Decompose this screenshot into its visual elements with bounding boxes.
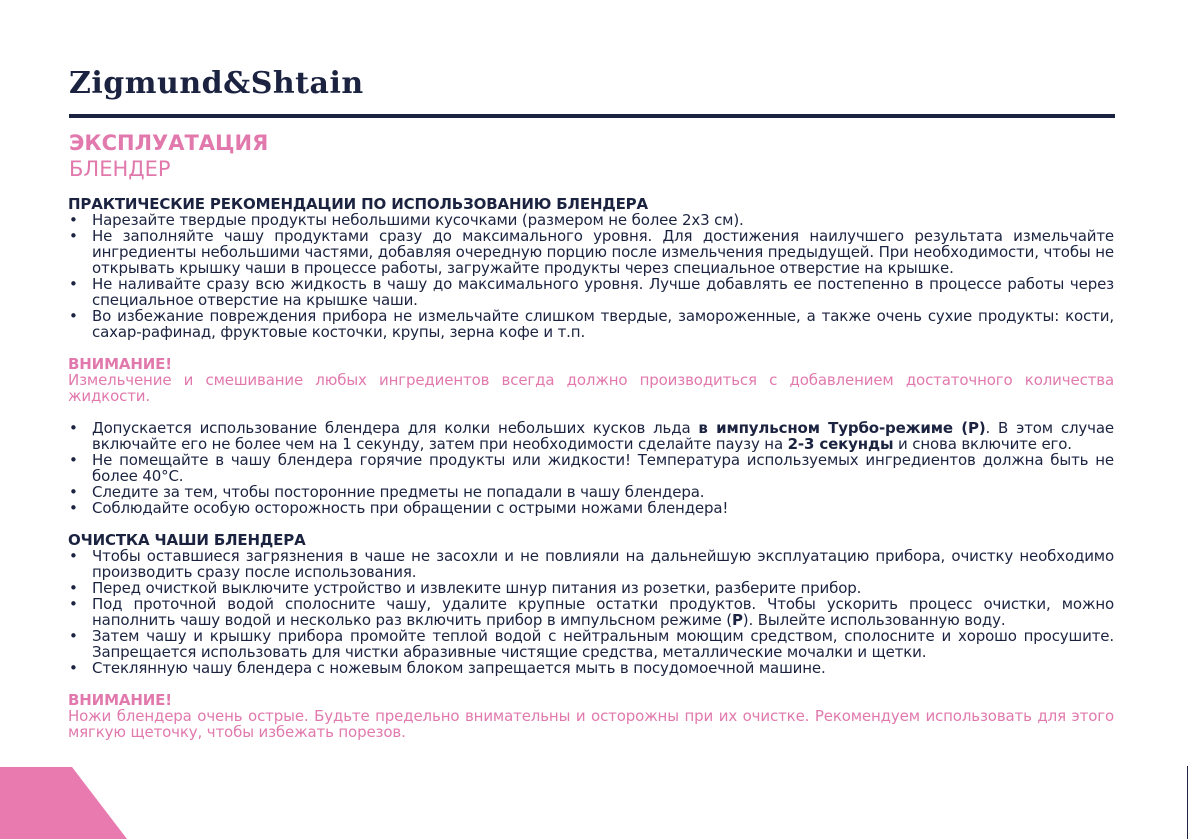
list-item: • Не помещайте в чашу блендера горячие продукты или жидкости! Температура используемых ингредиентов должна быть не более 40°С. [68,452,1114,484]
warning-title: ВНИМАНИЕ! [68,691,172,709]
list-item: • Не заполняйте чашу продуктами сразу до максимального уровня. Для достижения наилучшего результата измельчайте ингредиенты небольшими частями, добавляя очередную порцию после измельчения предыдущей. При необходимости, чтобы не открывать крышку чаши в процессе работы, загружайте продукты через специальное отверстие на крышке. [68,228,1114,276]
pulse-mode-emphasis: P [731,611,743,629]
item-text: и снова включите его. [893,435,1072,453]
list-item: • Нарезайте твердые продукты небольшими кусочками (размером не более 2х3 см). [68,212,1114,228]
list-item: • Затем чашу и крышку прибора промойте теплой водой с нейтральным моющим средством, сполосните и хорошо просушите. Запрещается использовать для чистки абразивные чистящие средства, металлические мочалки и щетки. [68,628,1114,660]
list-item: • Не наливайте сразу всю жидкость в чашу до максимального уровня. Лучше добавлять ее постепенно в процессе работы через специальное отверстие на крышке чаши. [68,276,1114,308]
item-text: . В этом случае включайте его не более чем на 1 секунду, затем при необходимости сделайте паузу на [92,419,1114,453]
brand-logo: Zigmund&Shtain [69,66,364,101]
page-subtitle: БЛЕНДЕР [69,157,171,181]
turbo-mode-emphasis: в импульсном Турбо-режиме (P) [698,419,986,437]
page-title: ЭКСПЛУАТАЦИЯ [69,131,269,155]
header-divider [69,114,1115,118]
list-item: • Стеклянную чашу блендера с ножевым блоком запрещается мыть в посудомоечной машине. [68,660,1114,676]
warning-title: ВНИМАНИЕ! [68,355,172,373]
section-title-recommendations: ПРАКТИЧЕСКИЕ РЕКОМЕНДАЦИИ ПО ИСПОЛЬЗОВАНИЮ БЛЕНДЕРА [68,195,648,213]
page-edge-line [1187,766,1188,839]
list-item: • Чтобы оставшиеся загрязнения в чаше не засохли и не повлияли на дальнейшую эксплуатацию прибора, очистку необходимо производить сразу после использования. [68,548,1114,580]
item-text: ). Вылейте использованную воду. [742,611,1006,629]
warning-text: Ножи блендера очень острые. Будьте предельно внимательны и осторожны при их очистке. Рекомендуем использовать для этого мягкую щеточку, чтобы избежать порезов. [68,707,1114,741]
list-item: • Во избежание повреждения прибора не измельчайте слишком твердые, замороженные, а также очень сухие продукты: кости, сахар-рафинад, фруктовые косточки, крупы, зерна кофе и т.п. [68,308,1114,340]
corner-decoration [0,767,127,839]
usage-list [68,420,1114,516]
cleaning-list [68,548,1114,676]
list-item: • Следите за тем, чтобы посторонние предметы не попадали в чашу блендера. [68,484,1114,500]
item-text: Под проточной водой сполосните чашу, удалите крупные остатки продуктов. Чтобы ускорить процесс очистки, можно наполнить чашу водой и несколько раз включить прибор в импульсном режиме ( [92,595,1114,629]
recommendations-list [68,212,1114,340]
section-title-cleaning: ОЧИСТКА ЧАШИ БЛЕНДЕРА [68,531,306,549]
list-item [68,596,1114,628]
warning-text: Измельчение и смешивание любых ингредиентов всегда должно производиться с добавлением достаточного количества жидкости. [68,371,1114,405]
list-item [68,420,1114,452]
list-item: • Перед очисткой выключите устройство и извлеките шнур питания из розетки, разберите прибор. [68,580,1114,596]
pause-emphasis: 2-3 секунды [787,435,894,453]
list-item: • Соблюдайте особую осторожность при обращении с острыми ножами блендера! [68,500,1114,516]
item-text: Допускается использование блендера для колки небольших кусков льда [92,419,699,437]
manual-content [68,196,1114,740]
